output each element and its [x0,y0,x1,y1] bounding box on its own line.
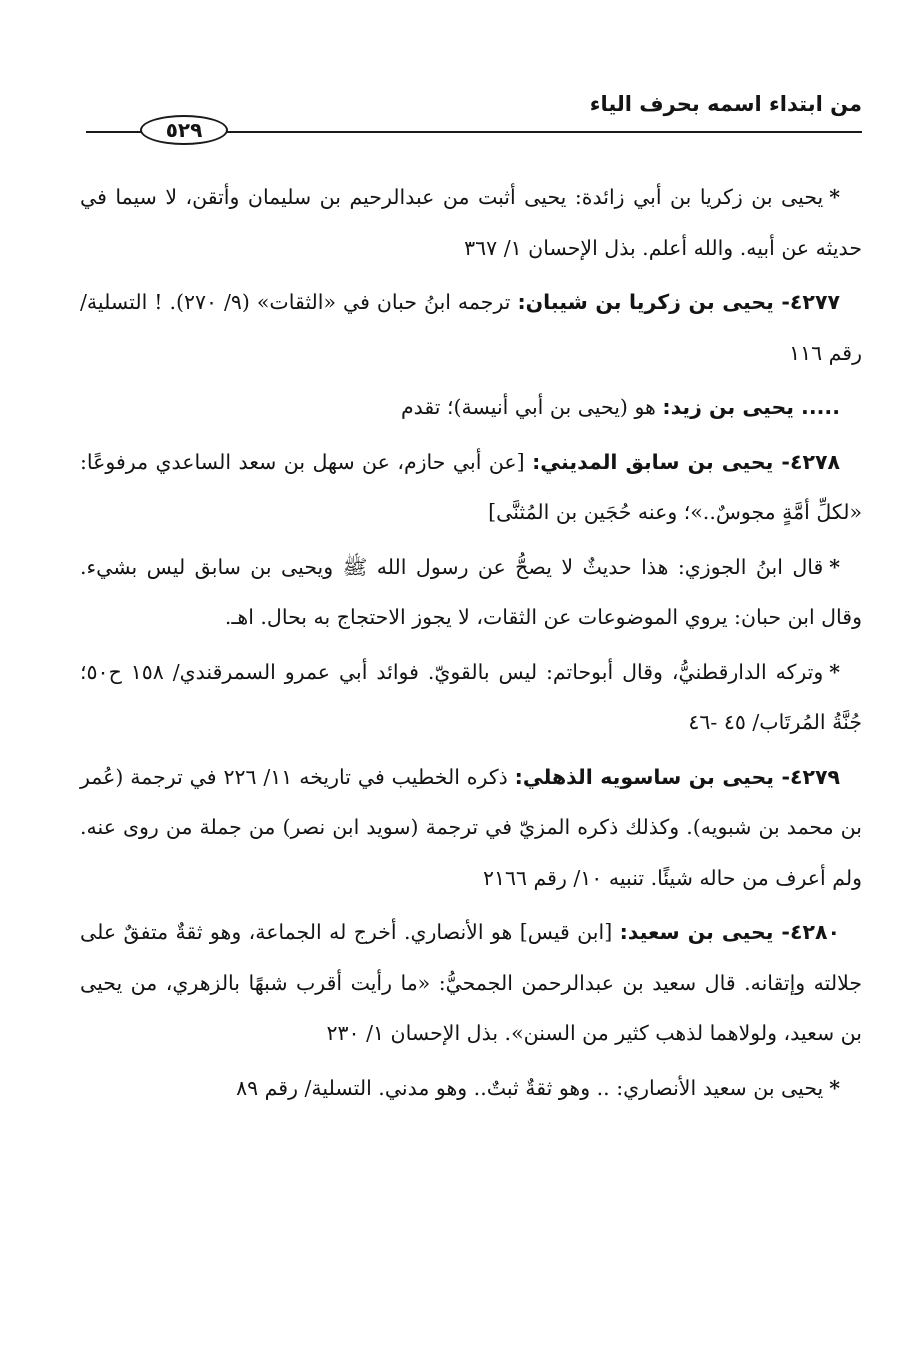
entry-heading: ٤٢٧٧- يحيى بن زكريا بن شيبان: [517,290,840,314]
paragraph-text: هو (يحيى بن أبي أنيسة)؛ تقدم [400,395,663,419]
entry-paragraph [80,277,862,378]
paragraph-text: قال ابنُ الجوزي: هذا حديثٌ لا يصحُّ عن رسول الله ﷺ ويحيى بن سابق ليس بشيء. وقال ابن حبان: يروي الموضوعات عن الثقات، لا يجوز الاحتجاج به بحال. اهـ. [80,554,862,629]
asterisk-marker: * [829,554,840,579]
entry-heading: ٤٢٨٠- يحيى بن سعيد: [619,920,840,944]
page-number: ٥٢٩ [140,115,228,145]
paragraph-text: يحيى بن سعيد الأنصاري: .. وهو ثقةٌ ثبتٌ.. وهو مدني. التسلية/ رقم ٨٩ [236,1075,824,1100]
paragraph [80,647,862,748]
entry-paragraph [80,907,862,1059]
paragraph-text: ترجمه ابنُ حبان في «الثقات» (٩/ ٢٧٠). ! التسلية/ رقم ١١٦ [80,290,862,365]
asterisk-marker: * [829,185,840,209]
paragraph [80,1063,862,1114]
entry-heading: ٤٢٧٨- يحيى بن سابق المديني: [532,449,840,474]
paragraph-text: ذكره الخطيب في تاريخه ١١/ ٢٢٦ في ترجمة (عُمر بن محمد بن شبويه). وكذلك ذكره المزيّ في ترجمة (سويد ابن نصر) من جملة من روى عنه. ولم أعرف من حاله شيئًا. تنبيه ١٠/ رقم ٢١٦٦ [80,764,862,890]
entry-paragraph [80,752,862,904]
paragraph-text: [عن أبي حازم، عن سهل بن سعد الساعدي مرفوعًا: «لكلِّ أمَّةٍ مجوسٌ..»؛ وعنه حُجَين بن المُثنَّى] [80,449,862,524]
entry-paragraph [80,382,862,433]
entry-heading: ٤٢٧٩- يحيى بن ساسويه الذهلي: [514,764,841,789]
entry-paragraph [80,437,862,538]
running-header: من ابتداء اسمه بحرف الياء [589,92,862,116]
paragraph-text: [ابن قيس] هو الأنصاري. أخرج له الجماعة، وهو ثقةٌ متفقٌ على جلالته وإتقانه. قال سعيد بن عبدالرحمن الجمحيُّ: «ما رأيت أقرب شبهًا بالزهري، من يحيى بن سعيد، ولولاهما لذهب كثير من السنن». بذل الإحسان ١/ ٢٣٠ [80,920,862,1045]
asterisk-marker: * [829,659,840,684]
paragraph [80,172,862,273]
entry-heading: ..... يحيى بن زيد: [662,395,840,419]
body-text [80,172,862,1117]
paragraph-text: يحيى بن زكريا بن أبي زائدة: يحيى أثبت من عبدالرحيم بن سليمان وأتقن، لا سيما في حديثه عن أبيه. والله أعلم. بذل الإحسان ١/ ٣٦٧ [80,185,862,260]
paragraph-text: وتركه الدارقطنيُّ، وقال أبوحاتم: ليس بالقويّ. فوائد أبي عمرو السمرقندي/ ١٥٨ ح٥٠؛ جُنَّةُ المُرتَاب/ ٤٥ -٤٦ [80,659,862,734]
asterisk-marker: * [829,1075,840,1100]
paragraph [80,542,862,643]
